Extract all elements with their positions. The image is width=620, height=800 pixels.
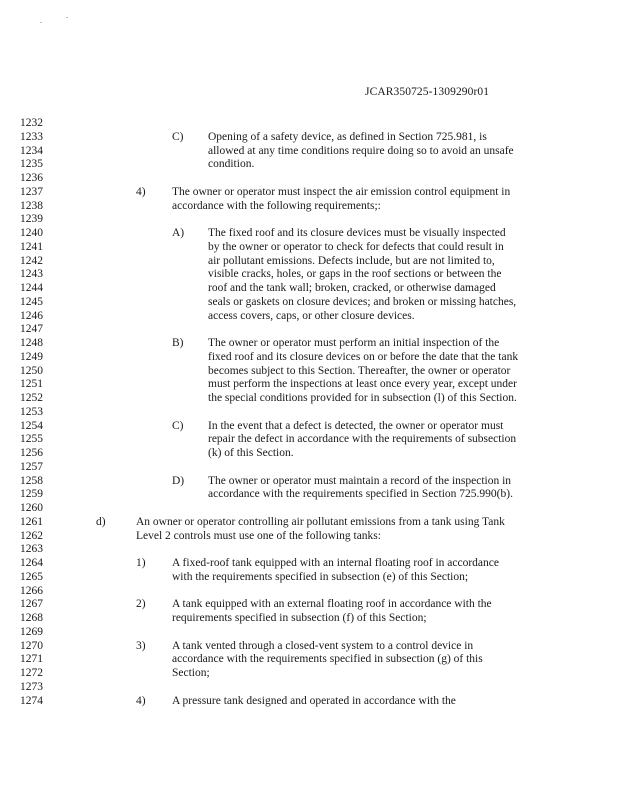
line-text: must perform the inspections at least once every year, except under: [208, 378, 517, 391]
line-number: 1248: [20, 337, 43, 349]
line-text: (k) of this Section.: [208, 447, 294, 459]
line-number: 1251: [20, 378, 43, 391]
line-number: 1232: [20, 117, 43, 129]
item-label: C): [172, 419, 184, 432]
line-number: 1267: [20, 598, 43, 611]
line-number: 1260: [20, 502, 43, 514]
item-label: 2): [136, 598, 146, 611]
line-number: 1237: [20, 185, 43, 198]
line-number: 1265: [20, 570, 43, 583]
line-text: accordance with the requirements specified in Section 725.990(b).: [208, 488, 513, 501]
line-number: 1274: [20, 694, 43, 707]
line-number: 1241: [20, 240, 43, 253]
line-number: 1259: [20, 488, 43, 501]
line-number: 1242: [20, 254, 43, 267]
line-text: An owner or operator controlling air pollutant emissions from a tank using Tank: [136, 515, 505, 528]
line-number: 1250: [20, 364, 43, 377]
line-text: Opening of a safety device, as defined in Section 725.981, is: [208, 130, 487, 143]
line-number: 1233: [20, 130, 43, 143]
line-number: 1258: [20, 474, 43, 487]
line-number: 1262: [20, 529, 43, 542]
line-text: allowed at any time conditions require doing so to avoid an unsafe: [208, 144, 514, 157]
line-number: 1255: [20, 433, 43, 446]
line-number: 1257: [20, 460, 43, 473]
line-text: visible cracks, holes, or gaps in the roof sections or between the: [208, 268, 502, 281]
scan-mark: [40, 22, 42, 23]
line-text: A tank vented through a closed-vent system to a control device in: [172, 639, 474, 652]
line-number: 1269: [20, 625, 43, 638]
line-number: 1273: [20, 680, 43, 693]
line-text: roof and the tank wall; broken, cracked, or otherwise damaged: [208, 282, 496, 294]
line-number: 1238: [20, 199, 43, 212]
line-number: 1256: [20, 447, 43, 459]
line-text: A pressure tank designed and operated in accordance with the: [172, 694, 456, 707]
item-label: C): [172, 130, 184, 143]
line-number: 1245: [20, 295, 43, 308]
line-number: 1264: [20, 557, 43, 569]
line-number: 1235: [20, 158, 43, 171]
line-number: 1272: [20, 667, 43, 679]
item-label: D): [172, 474, 185, 487]
scan-mark: [66, 17, 68, 18]
line-number: 1263: [20, 543, 43, 556]
line-text: repair the defect in accordance with the requirements of subsection: [208, 433, 517, 446]
line-text: by the owner or operator to check for defects that could result in: [208, 240, 504, 253]
line-number: 1268: [20, 612, 43, 624]
line-text: access covers, caps, or other closure devices.: [208, 309, 415, 322]
line-number: 1254: [20, 419, 43, 432]
line-number: 1249: [20, 350, 43, 363]
line-text: The owner or operator must perform an initial inspection of the: [208, 337, 500, 349]
line-text: condition.: [208, 158, 255, 171]
line-number: 1246: [20, 309, 43, 322]
item-label: 1): [136, 557, 146, 569]
line-text: A tank equipped with an external floating roof in accordance with the: [172, 598, 492, 611]
line-number: 1243: [20, 268, 43, 281]
line-text: becomes subject to this Section. Thereafter, the owner or operator: [208, 364, 511, 377]
item-label: 4): [136, 185, 146, 198]
item-label: d): [96, 515, 106, 528]
line-text: fixed roof and its closure devices on or before the date that the tank: [208, 350, 519, 363]
line-text: In the event that a defect is detected, the owner or operator must: [208, 419, 504, 432]
line-number: 1244: [20, 282, 43, 294]
line-number: 1261: [20, 515, 43, 528]
line-text: A fixed-roof tank equipped with an internal floating roof in accordance: [172, 557, 499, 569]
line-number: 1271: [20, 653, 43, 666]
line-text: The owner or operator must maintain a record of the inspection in: [208, 474, 512, 487]
document-id: JCAR350725-1309290r01: [365, 86, 490, 98]
line-number: 1236: [20, 172, 43, 184]
line-number: 1239: [20, 213, 43, 226]
line-text: The owner or operator must inspect the air emission control equipment in: [172, 185, 511, 198]
line-number: 1247: [20, 323, 43, 336]
line-text: Level 2 controls must use one of the following tanks:: [136, 529, 381, 542]
line-number: 1240: [20, 227, 43, 239]
item-label: B): [172, 337, 184, 349]
line-text: air pollutant emissions. Defects include, but are not limited to,: [208, 254, 495, 267]
item-label: A): [172, 227, 185, 239]
item-label: 4): [136, 694, 146, 707]
line-text: accordance with the following requirements;:: [172, 199, 381, 212]
line-number: 1234: [20, 144, 43, 157]
line-number: 1270: [20, 639, 43, 652]
line-text: Section;: [172, 667, 210, 679]
item-label: 3): [136, 639, 146, 652]
line-text: seals or gaskets on closure devices; and broken or missing hatches,: [208, 295, 517, 308]
line-text: the special conditions provided for in subsection (l) of this Section.: [208, 392, 517, 404]
line-number: 1266: [20, 584, 43, 597]
line-text: accordance with the requirements specified in subsection (g) of this: [172, 653, 483, 666]
line-number: 1253: [20, 405, 43, 418]
line-number: 1252: [20, 392, 43, 404]
line-text: requirements specified in subsection (f) of this Section;: [172, 612, 427, 624]
line-text: with the requirements specified in subsection (e) of this Section;: [172, 570, 469, 583]
line-text: The fixed roof and its closure devices must be visually inspected: [208, 227, 506, 239]
